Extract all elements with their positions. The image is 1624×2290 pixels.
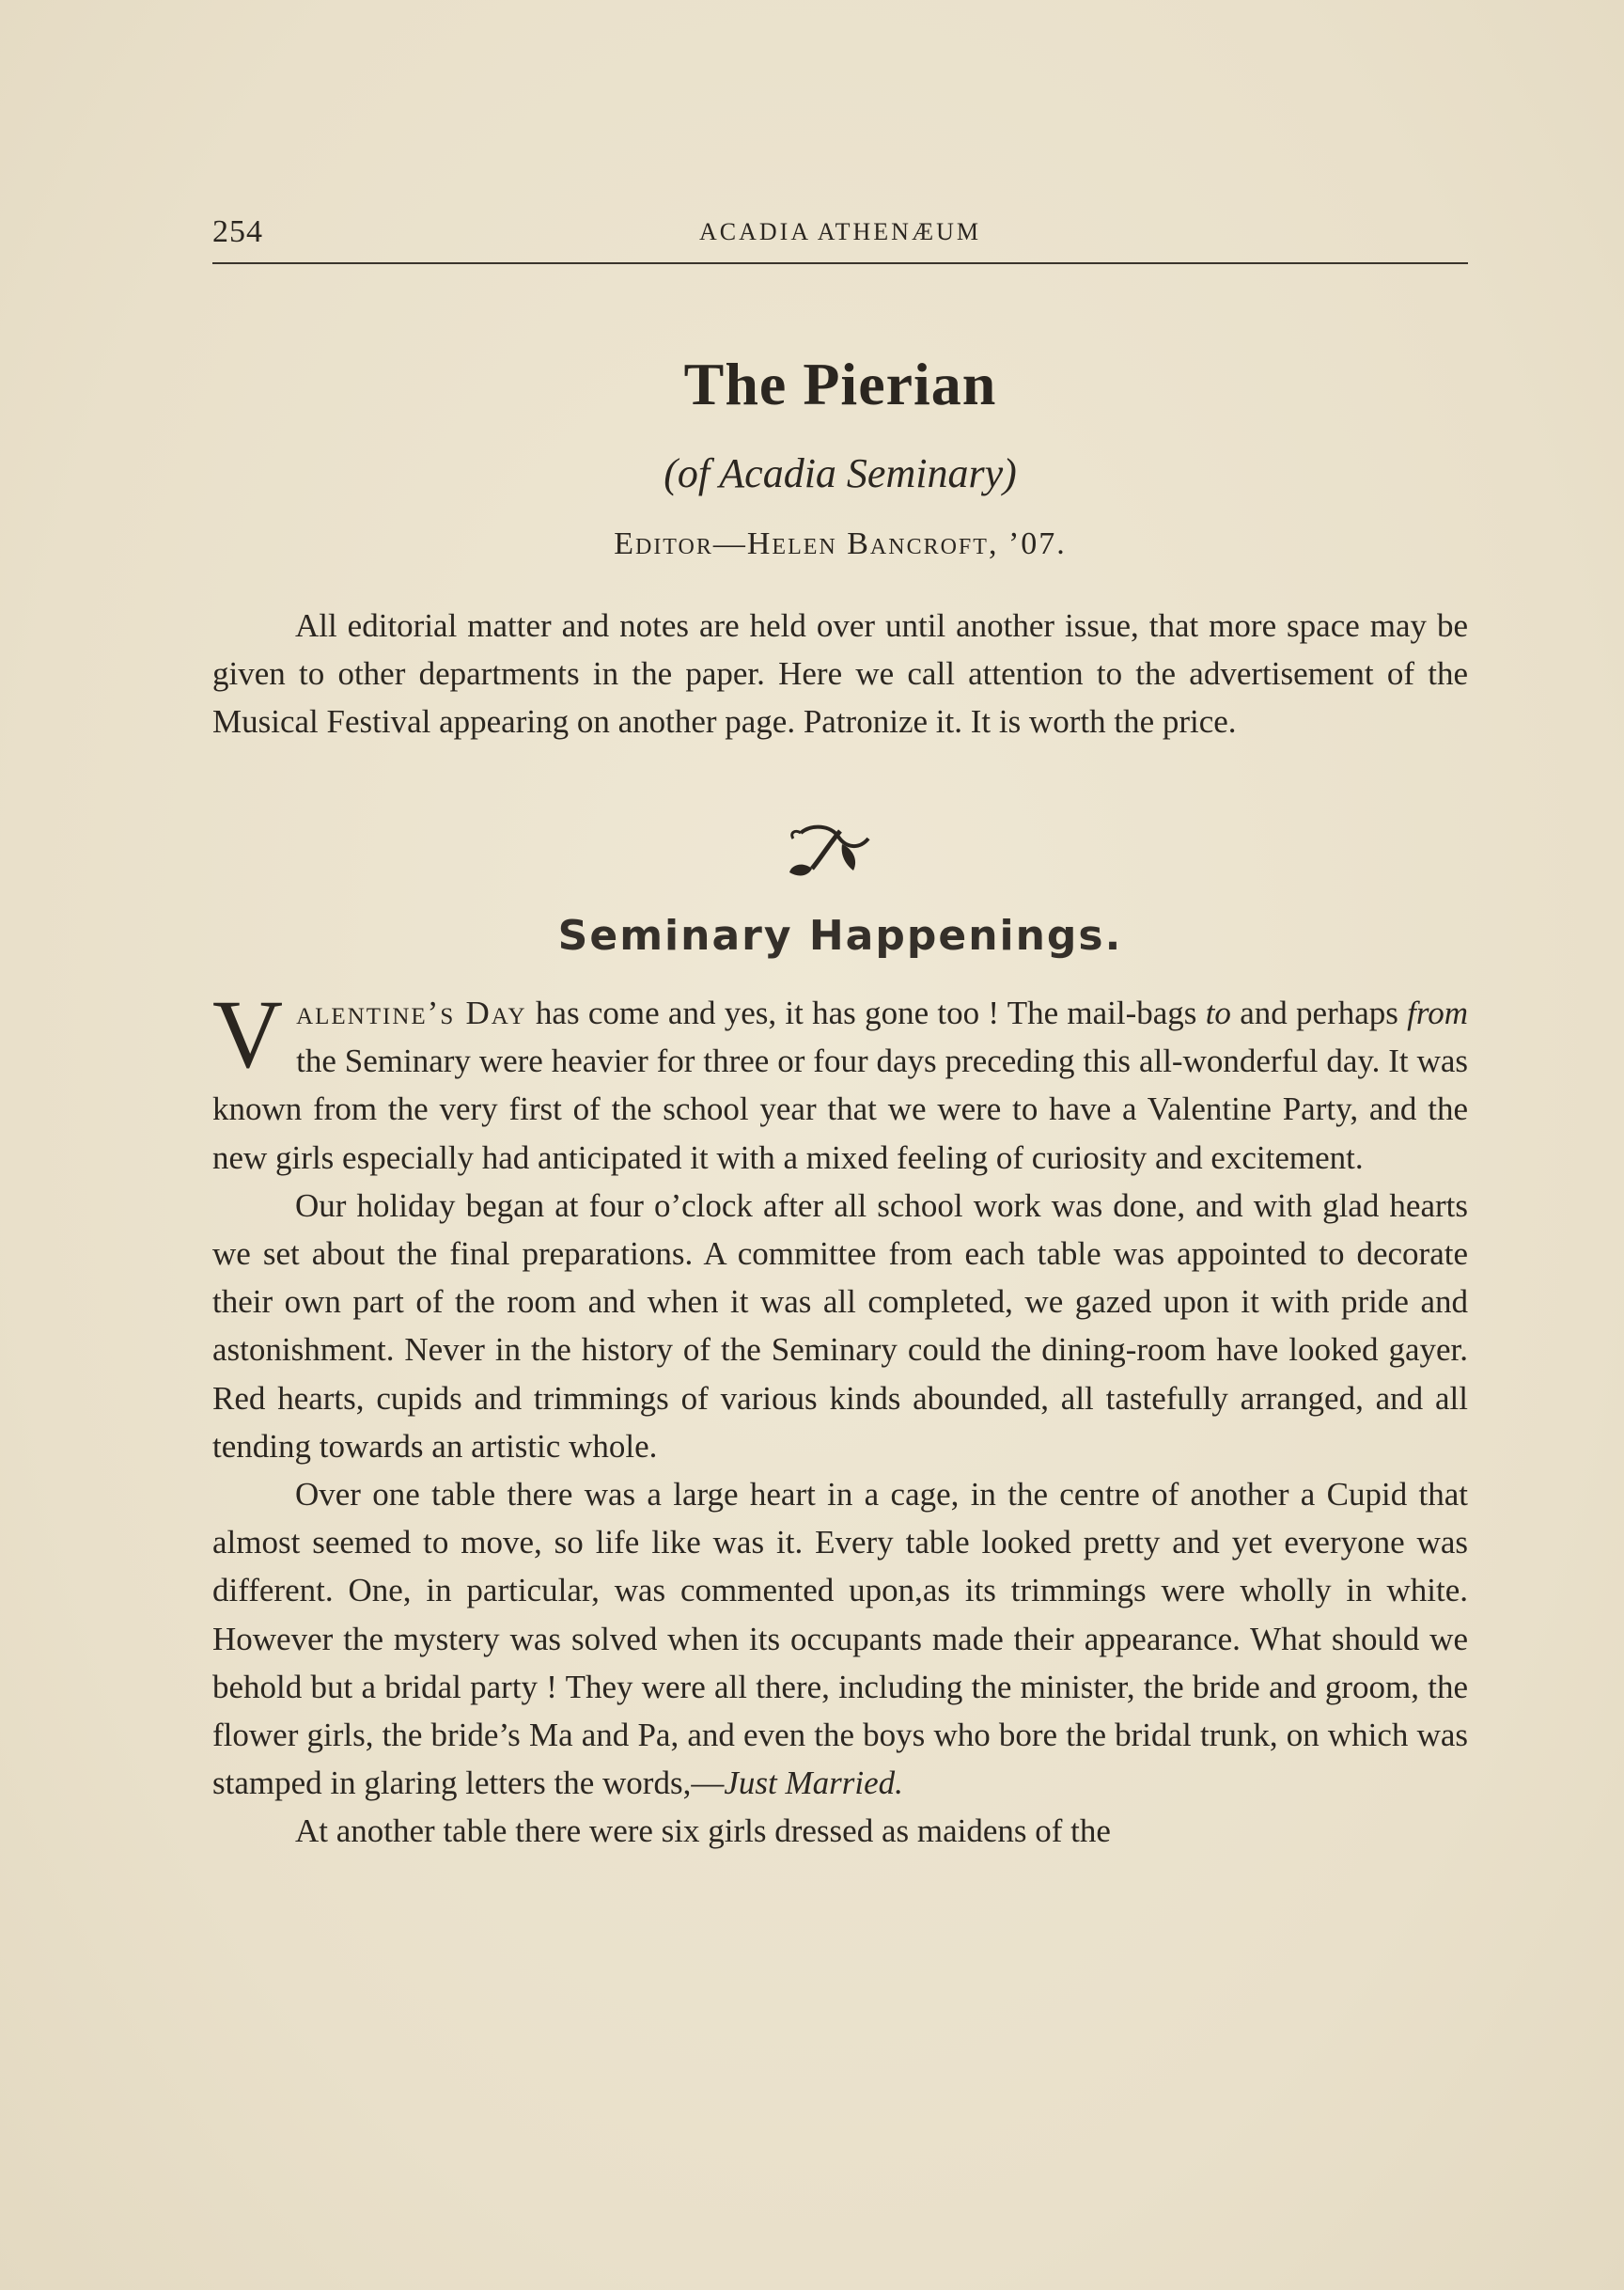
article-body — [212, 980, 1468, 1856]
paragraph-text: the Seminary were heavier for three or four days preceding this all-wonderful day. It was known from the very first of the school year that we were to have a Valentine Party, and the new girls especially had anticipated it with a mixed feeling of curiosity and excitement. — [212, 1043, 1468, 1176]
italic-text: to — [1205, 995, 1231, 1031]
italic-text: Just Married. — [724, 1765, 903, 1802]
paragraph-text: Over one table there was a large heart in a cage, in the centre of another a Cupid that almost seemed to move, so life like was it. Every table looked pretty and yet everyone was different. One, in particular, was commented upon,as its trimmings were wholly in white. However the mystery was solved when its occupants made their appearance. What should we behold but a bridal party ! They were all there, including the minister, the bride and groom, the flower girls, the bride’s Ma and Pa, and even the boys who bore the bridal trunk, on which was stamped in glaring letters the words,— — [212, 1476, 1468, 1802]
fleuron-icon — [784, 816, 878, 882]
editorial-notice: All editorial matter and notes are held over until another issue, that more space may be given to other departments in the paper. Here we call attention to the advertisement of the Musical Festival appearing on another page. Patronize it. It is worth the price. — [212, 607, 1468, 740]
italic-text: from — [1407, 995, 1468, 1031]
section-title: Seminary Happenings. — [557, 912, 1123, 960]
paragraph: Our holiday began at four o’clock after all school work was done, and with glad hearts we set about the final preparations. A committee from each table was appointed to decorate their own part of the room and when it was all completed, we gazed upon it with pride and astonishment. Never in the history of the Seminary could the dining-room have looked gayer. Red hearts, cupids and trimmings of various kinds abounded, all tastefully arranged, and all tending towards an artistic whole. — [212, 1186, 1468, 1465]
paragraph-text: has come and yes, it has gone too ! The mail-bags — [526, 995, 1206, 1031]
paragraph — [212, 980, 1468, 1182]
paragraph: At another table there were six girls dressed as maidens of the — [295, 1812, 1111, 1850]
page-title: The Pierian — [683, 351, 997, 417]
header-rule — [212, 262, 1468, 264]
paragraph — [212, 1470, 1468, 1807]
page-header — [212, 209, 1468, 263]
paragraph-text: and perhaps — [1230, 995, 1408, 1031]
running-title: ACADIA ATHENÆUM — [699, 218, 981, 245]
lead-words: alentine’s Day — [296, 995, 527, 1031]
editor-line: Editor—Helen Bancroft, ’07. — [614, 526, 1067, 561]
drop-cap: V — [212, 980, 284, 1089]
subtitle: (of Acadia Seminary) — [664, 450, 1017, 496]
page-number: 254 — [212, 214, 263, 249]
